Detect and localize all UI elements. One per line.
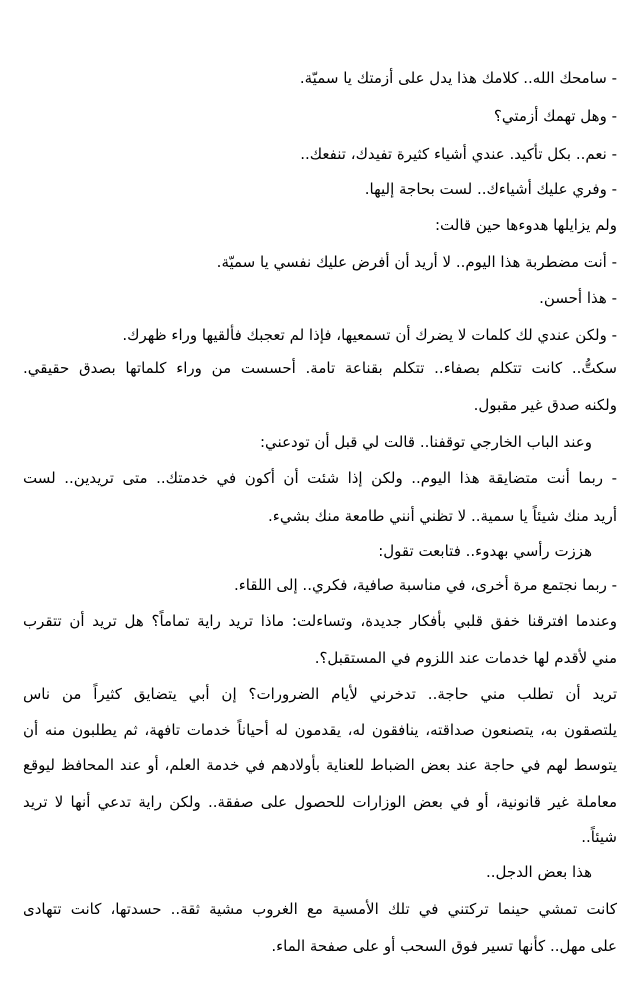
text-line: وعند الباب الخارجي توقفنا.. قالت لي قبل أن تودعني: xyxy=(259,433,592,451)
text-line: معاملة غير قانونية، أو في بعض الوزارات للحصول على صفقة.. ولكن راية تدعي أنها لا تريد xyxy=(23,793,617,811)
text-line: وعندما افترقنا خفق قلبي بأفكار جديدة، وتساءلت: ماذا تريد راية تماماً؟ هل تريد أن تتقرب xyxy=(23,612,617,630)
text-line: هززت رأسي بهدوء.. فتابعت تقول: xyxy=(378,542,592,560)
text-line: يلتصقون به، يتصنعون صداقته، ينافقون له، يقدمون له أحياناً خدمات تافهة، ثم يطلبون منه أن xyxy=(23,721,617,739)
text-line: شيئاً.. xyxy=(581,828,617,846)
text-line: - نعم.. بكل تأكيد. عندي أشياء كثيرة تفيدك، تنفعك.. xyxy=(300,145,617,163)
text-line: - وهل تهمك أزمتي؟ xyxy=(493,107,617,125)
text-line: مني لأقدم لها خدمات عند اللزوم في المستقبل؟. xyxy=(314,649,617,667)
text-line: - ولكن عندي لك كلمات لا يضرك أن تسمعيها، فإذا لم تعجبك فألقيها وراء ظهرك. xyxy=(122,326,617,344)
text-line: ولكنه صدق غير مقبول. xyxy=(473,396,617,414)
text-line: يتوسط لهم في حاجة عند بعض الضباط للعناية بأولادهم في خدمة العلم، أو عند المحافظ ليوقع xyxy=(23,756,617,774)
text-line: - هذا أحسن. xyxy=(539,289,617,307)
text-line: - وفري عليك أشياءك.. لست بحاجة إليها. xyxy=(364,180,617,198)
text-line: أريد منك شيئاً يا سمية.. لا تظني أنني طامعة منك بشيء. xyxy=(268,507,617,525)
text-line: - ربما نجتمع مرة أخرى، في مناسبة صافية، فكري.. إلى اللقاء. xyxy=(233,576,617,594)
text-line: هذا بعض الدجل.. xyxy=(485,863,592,881)
text-line: سكتُّ.. كانت تتكلم بصفاء.. تتكلم بقناعة تامة. أحسست من وراء كلماتها بصدق حقيقي. xyxy=(23,359,617,377)
text-line: - ربما أنت متضايقة هذا اليوم.. ولكن إذا شئت أن أكون في خدمتك.. متى تريدين.. لست xyxy=(23,469,617,487)
text-line: كانت تمشي حينما تركتني في تلك الأمسية مع الغروب مشية ثقة.. حسدتها، كانت تتهادى xyxy=(23,900,617,918)
text-line: على مهل.. كأنها تسير فوق السحب أو على صفحة الماء. xyxy=(271,937,617,955)
text-line: - سامحك الله.. كلامك هذا يدل على أزمتك يا سميّة. xyxy=(299,69,617,87)
text-line: - أنت مضطربة هذا اليوم.. لا أريد أن أفرض عليك نفسي يا سميّة. xyxy=(216,253,617,271)
text-line: تريد أن تطلب مني حاجة.. تدخرني لأيام الضرورات؟ إن أبي يتضايق كثيراً من ناس xyxy=(23,685,617,703)
text-line: ولم يزايلها هدوءها حين قالت: xyxy=(435,216,617,234)
